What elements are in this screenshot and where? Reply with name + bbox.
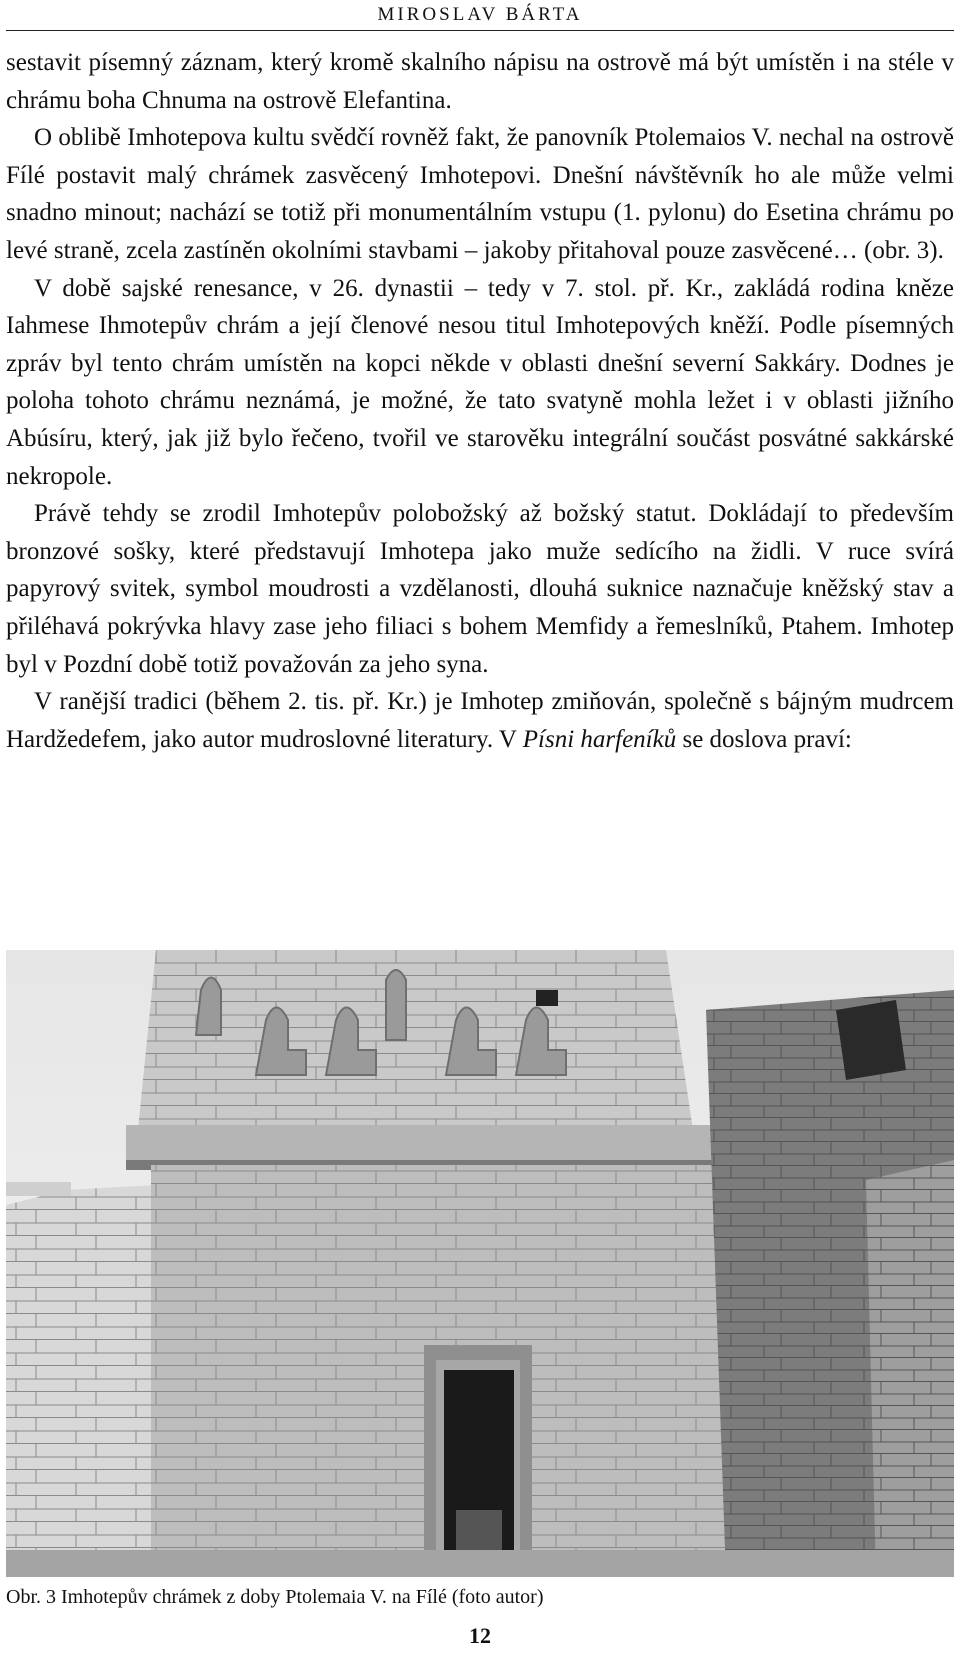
- paragraph-5-text: V ranější tradici (během 2. tis. př. Kr.) je Imhotep zmiňován, společně s bájným mudrcem Hardžedefem, jako autor mudroslovné literatury. V: [6, 688, 954, 753]
- page-number: 12: [469, 1623, 491, 1648]
- paragraph-3: V době sajské renesance, v 26. dynastii – tedy v 7. stol. př. Kr., zakládá rodina kněze Iahmese Ihmotepův chrám a její členové nesou titul Imhotepových kněží. Podle písemných zpráv byl tento chrám umístěn na kopci někde v oblasti dnešní severní Sakkáry. Dodnes je poloha tohoto chrámu neznámá, je možné, že tato svatyně mohla ležet i v oblasti jižního Abúsíru, který, jak již bylo řečeno, tvořil ve starověku integrální součást posvátné sakkárské nekropole.: [6, 274, 954, 490]
- temple-photo-illustration: [6, 950, 954, 1577]
- temple-photo: [6, 950, 954, 1577]
- body-text: [6, 44, 954, 758]
- header-rule: [6, 30, 954, 31]
- figure-caption: Obr. 3 Imhotepův chrámek z doby Ptolemaia V. na Fílé (foto autor): [6, 1586, 544, 1608]
- paragraph-5-end: se doslova praví:: [676, 725, 852, 753]
- paragraph-4: Právě tehdy se zrodil Imhotepův polobožský až božský statut. Dokládají to především bronzové sošky, které představují Imhotepa jako muže sedícího na židli. V ruce svírá papyrový svitek, symbol moudrosti a vzdělanosti, dlouhá suknice naznačuje kněžský stav a přiléhavá pokrývka hlavy zase jeho filiaci s bohem Memfidy a řemeslníků, Ptahem. Imhotep byl v Pozdní době totiž považován za jeho syna.: [6, 500, 954, 678]
- paragraph-2: O oblibě Imhotepova kultu svědčí rovněž fakt, že panovník Ptolemaios V. nechal na ostrově Fílé postavit malý chrámek zasvěcený Imhotepovi. Dnešní návštěvník ho ale může velmi snadno minout; nachází se totiž při monumentálním vstupu (1. pylonu) do Esetina chrámu po levé straně, zcela zastíněn okolními stavbami – jakoby přitahoval pouze zasvěcené… (obr. 3).: [6, 124, 954, 264]
- paragraph-5: [6, 683, 954, 758]
- paragraph-1: sestavit písemný záznam, který kromě skalního nápisu na ostrově má být umístěn i na stéle v chrámu boha Chnuma na ostrově Elefantina.: [6, 49, 954, 114]
- running-head: MIROSLAV BÁRTA: [377, 4, 583, 25]
- song-title: Písni harfeníků: [522, 725, 677, 753]
